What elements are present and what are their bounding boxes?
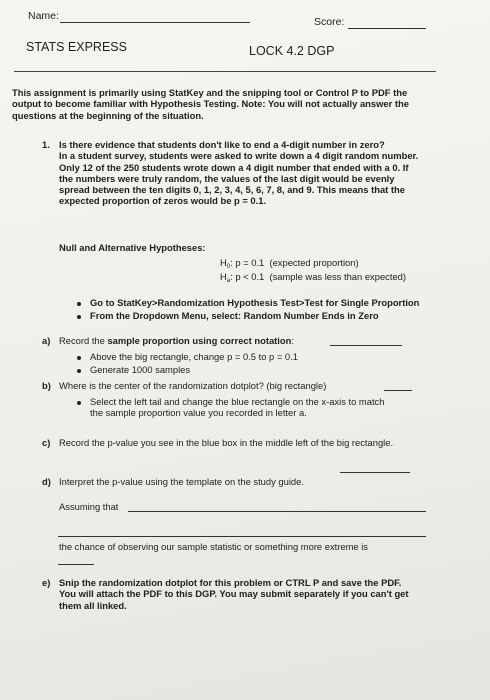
bullet-dot — [77, 302, 81, 306]
part-a-label: a) — [42, 335, 51, 346]
part-a-text — [59, 335, 294, 346]
q1-line: In a student survey, students were asked to write down a 4 digit random number. — [59, 150, 419, 162]
course-title: STATS EXPRESS — [26, 40, 127, 54]
part-b-bullet-line: the sample proportion value you recorded in letter a. — [90, 407, 307, 419]
assuming-blank — [128, 511, 426, 512]
bullet-dot — [77, 401, 81, 405]
q1-line: Is there evidence that students don't like to end a 4-digit number in zero? — [59, 139, 385, 150]
part-e-text — [59, 577, 439, 611]
null-hypothesis — [220, 257, 359, 270]
dropdown-instruction-text: From the Dropdown Menu, select: — [90, 310, 244, 321]
part-e-line: You will attach the PDF to this DGP. You may submit separately if you can't get — [59, 588, 409, 600]
q1-line: the numbers were truly random, the values of the last digit would be evenly — [59, 172, 395, 184]
name-label: Name: — [28, 10, 59, 22]
ha-subscript: a — [226, 278, 231, 284]
score-blank — [348, 28, 426, 29]
part-c-label: c) — [42, 437, 51, 448]
snip-keyword: Snip — [59, 577, 80, 588]
part-b-bullet-line: Select the left tail and change the blue rectangle on the x-axis to match — [90, 396, 385, 407]
part-d-text: Interpret the p-value using the template on the study guide. — [59, 476, 304, 487]
alt-hypothesis — [220, 271, 406, 284]
h0-text: : p = 0.1 (expected proportion) — [230, 257, 359, 268]
h0-symbol: H — [220, 257, 227, 268]
ha-symbol: H — [220, 271, 227, 282]
assuming-label: Assuming that — [59, 501, 119, 512]
part-e-label: e) — [42, 577, 51, 588]
part-b-text: Where is the center of the randomization dotplot? (big rectangle) — [59, 380, 327, 391]
q1-line: expected proportion of zeros would be p = 0.1. — [59, 195, 267, 207]
part-a-bullet: Above the big rectangle, change p = 0.5 to p = 0.1 — [90, 351, 298, 362]
bullet-dot — [77, 369, 81, 373]
question-1-text — [59, 139, 449, 207]
part-e-line: the randomization dotplot for this problem or CTRL P and save the PDF. — [79, 577, 402, 588]
part-a-text-pre: Record the — [59, 335, 108, 346]
q1-line: Only 12 of the 250 students wrote down a 4 digit number that ended with a 0. If — [59, 161, 409, 173]
assignment-title: LOCK 4.2 DGP — [249, 44, 335, 58]
q1-line: spread between the ten digits 0, 1, 2, 3, 4, 5, 6, 7, 8, and 9. This means that the — [59, 184, 405, 196]
h0-subscript: 0 — [226, 264, 231, 270]
ha-text: : p < 0.1 (sample was less than expected) — [230, 271, 406, 282]
part-d-label: d) — [42, 476, 51, 487]
part-a-text-post: : — [291, 335, 294, 346]
chance-text: the chance of observing our sample statistic or something more extreme is — [59, 541, 368, 552]
intro-text: This assignment is primarily using StatKey and the snipping tool or Control P to PDF the output to become familiar with Hypothesis Testing. Note: You will not actually answer the questions at the beginning of the situation. — [12, 87, 409, 121]
assumption-blank-2 — [58, 536, 426, 537]
dropdown-option: Random Number Ends in Zero — [243, 310, 379, 321]
part-c-blank — [340, 472, 410, 473]
name-blank — [60, 22, 250, 23]
bullet-dot — [77, 356, 81, 360]
hypotheses-label: Null and Alternative Hypotheses: — [59, 242, 206, 253]
chance-blank — [58, 564, 94, 565]
part-a-text-bold: sample proportion using correct notation — [107, 335, 292, 346]
part-a-blank — [330, 345, 402, 346]
question-1-number: 1. — [42, 139, 50, 150]
score-label: Score: — [314, 16, 345, 28]
header-divider — [14, 71, 436, 72]
part-b-bullet — [90, 396, 450, 419]
instruction-statkey: Go to StatKey>Randomization Hypothesis Test>Test for Single Proportion — [90, 297, 420, 308]
part-b-blank — [384, 390, 412, 391]
part-b-label: b) — [42, 380, 51, 391]
part-a-bullet: Generate 1000 samples — [90, 364, 191, 375]
part-e-line: them all linked. — [59, 599, 127, 611]
bullet-dot — [77, 315, 81, 319]
instruction-dropdown — [90, 310, 379, 321]
part-c-text: Record the p-value you see in the blue box in the middle left of the big rectangle. — [59, 437, 394, 448]
